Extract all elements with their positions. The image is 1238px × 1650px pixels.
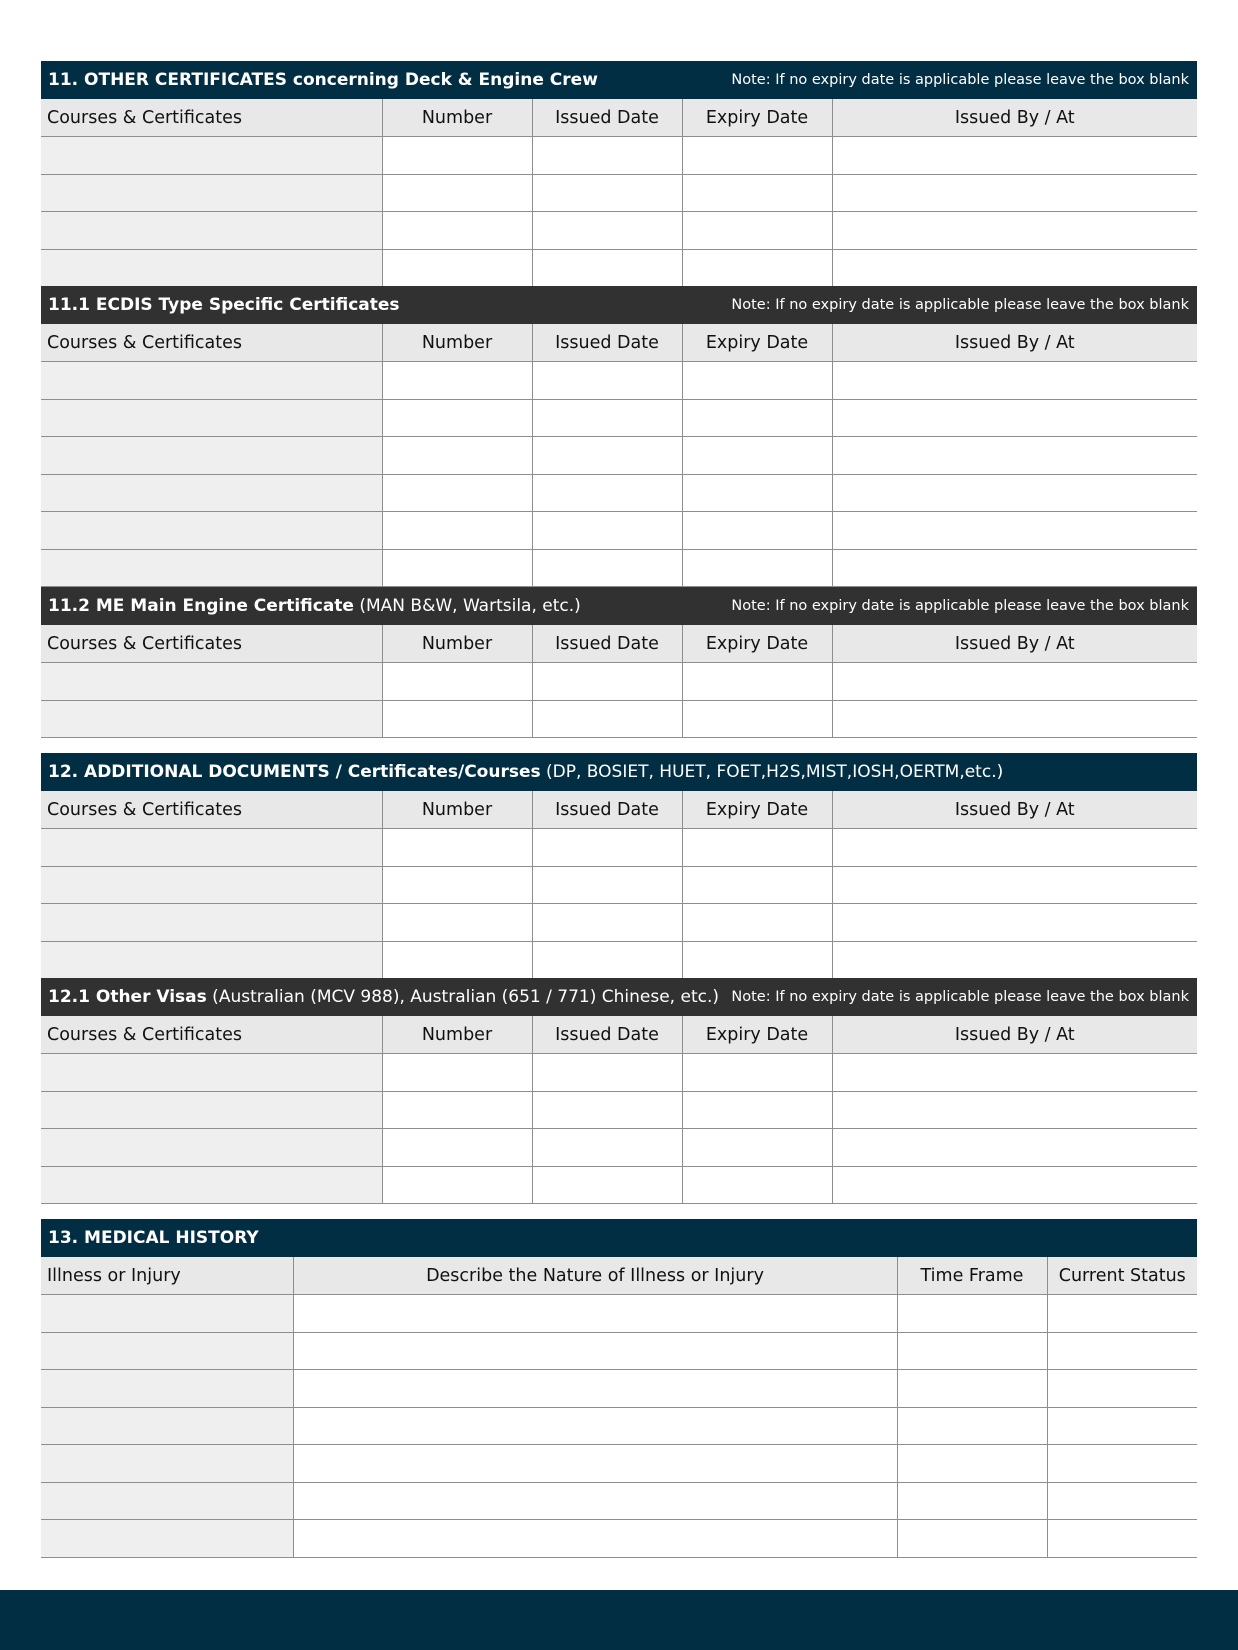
column-header: Expiry Date: [682, 791, 832, 829]
form-cell[interactable]: [293, 1482, 897, 1520]
form-cell[interactable]: [532, 700, 682, 738]
form-cell[interactable]: [532, 437, 682, 475]
section-other-visas: [41, 978, 1197, 1204]
form-cell[interactable]: [832, 904, 1197, 942]
table-row: [41, 1482, 1197, 1520]
form-cell[interactable]: [682, 1054, 832, 1092]
form-cell[interactable]: [1047, 1520, 1197, 1558]
form-cell[interactable]: [532, 137, 682, 175]
form-cell[interactable]: [293, 1520, 897, 1558]
form-cell[interactable]: [41, 474, 382, 512]
form-cell[interactable]: [532, 549, 682, 587]
table-row: [41, 1129, 1197, 1167]
form-cell[interactable]: [897, 1407, 1047, 1445]
form-cell[interactable]: [41, 1370, 293, 1408]
form-cell[interactable]: [382, 829, 532, 867]
form-cell[interactable]: [897, 1295, 1047, 1333]
table-row: [41, 1445, 1197, 1483]
form-cell[interactable]: [832, 866, 1197, 904]
form-cell[interactable]: [41, 1445, 293, 1483]
section-header: [41, 1219, 1197, 1257]
section-main-engine-certificate: [41, 587, 1197, 738]
form-cell[interactable]: [832, 829, 1197, 867]
section-title: 11. OTHER CERTIFICATES concerning Deck & Engine Crew: [48, 70, 598, 90]
table-row: [41, 212, 1197, 250]
form-cell[interactable]: [293, 1370, 897, 1408]
table-row: [41, 137, 1197, 175]
section-header: [41, 753, 1197, 791]
column-header: Number: [382, 625, 532, 663]
certificates-table: [41, 1016, 1197, 1204]
form-cell[interactable]: [382, 1129, 532, 1167]
section-other-certificates: [41, 61, 1197, 287]
certificates-table: [41, 99, 1197, 287]
form-cell[interactable]: [532, 1091, 682, 1129]
section-note: Note: If no expiry date is applicable please leave the box blank: [731, 72, 1189, 88]
table-row: [41, 549, 1197, 587]
form-cell[interactable]: [41, 174, 382, 212]
table-row: [41, 1091, 1197, 1129]
form-cell[interactable]: [382, 904, 532, 942]
table-row: [41, 174, 1197, 212]
form-cell[interactable]: [532, 941, 682, 979]
medical-history-table: [41, 1257, 1197, 1558]
form-cell[interactable]: [41, 829, 382, 867]
form-cell[interactable]: [41, 1054, 382, 1092]
form-cell[interactable]: [897, 1520, 1047, 1558]
table-row: [41, 1407, 1197, 1445]
form-cell[interactable]: [41, 1332, 293, 1370]
form-cell[interactable]: [382, 399, 532, 437]
column-header: Expiry Date: [682, 1016, 832, 1054]
form-cell[interactable]: [41, 904, 382, 942]
section-title: 13. MEDICAL HISTORY: [48, 1228, 259, 1248]
form-cell[interactable]: [682, 904, 832, 942]
form-cell[interactable]: [382, 1166, 532, 1204]
form-cell[interactable]: [682, 829, 832, 867]
form-cell[interactable]: [532, 399, 682, 437]
form-cell[interactable]: [682, 174, 832, 212]
column-header: Number: [382, 791, 532, 829]
section-note: Note: If no expiry date is applicable please leave the box blank: [731, 598, 1189, 614]
table-row: [41, 512, 1197, 550]
form-cell[interactable]: [41, 1482, 293, 1520]
table-row: [41, 1166, 1197, 1204]
form-cell[interactable]: [682, 437, 832, 475]
form-cell[interactable]: [832, 512, 1197, 550]
form-cell[interactable]: [832, 941, 1197, 979]
form-cell[interactable]: [532, 1129, 682, 1167]
form-cell[interactable]: [382, 474, 532, 512]
section-title: 12. ADDITIONAL DOCUMENTS / Certificates/Courses (DP, BOSIET, HUET, FOET,H2S,MIST,IOSH,OERTM,etc.): [48, 762, 1004, 782]
form-cell[interactable]: [41, 437, 382, 475]
form-cell[interactable]: [832, 549, 1197, 587]
form-cell[interactable]: [293, 1295, 897, 1333]
column-header: Issued Date: [532, 324, 682, 362]
form-cell[interactable]: [832, 700, 1197, 738]
table-row: [41, 663, 1197, 701]
form-cell[interactable]: [1047, 1407, 1197, 1445]
table-header-row: [41, 625, 1197, 663]
form-cell[interactable]: [532, 1054, 682, 1092]
section-title: 11.1 ECDIS Type Specific Certificates: [48, 295, 400, 315]
form-cell[interactable]: [832, 437, 1197, 475]
column-header: Describe the Nature of Illness or Injury: [293, 1257, 897, 1295]
table-row: [41, 399, 1197, 437]
form-cell[interactable]: [293, 1332, 897, 1370]
section-header: [41, 61, 1197, 99]
table-row: [41, 1520, 1197, 1558]
form-cell[interactable]: [41, 399, 382, 437]
form-cell[interactable]: [682, 474, 832, 512]
table-header-row: [41, 1016, 1197, 1054]
column-header: Courses & Certificates: [41, 99, 382, 137]
form-cell[interactable]: [532, 663, 682, 701]
form-cell[interactable]: [897, 1445, 1047, 1483]
form-cell[interactable]: [41, 1166, 382, 1204]
table-header-row: [41, 324, 1197, 362]
form-cell[interactable]: [41, 1295, 293, 1333]
form-cell[interactable]: [532, 474, 682, 512]
form-cell[interactable]: [832, 212, 1197, 250]
form-cell[interactable]: [382, 1091, 532, 1129]
form-cell[interactable]: [832, 399, 1197, 437]
table-header-row: [41, 791, 1197, 829]
form-cell[interactable]: [532, 249, 682, 287]
section-title: 12.1 Other Visas (Australian (MCV 988), Australian (651 / 771) Chinese, etc.): [48, 987, 719, 1007]
column-header: Courses & Certificates: [41, 324, 382, 362]
form-cell[interactable]: [832, 137, 1197, 175]
section-note: Note: If no expiry date is applicable please leave the box blank: [731, 297, 1189, 313]
table-row: [41, 362, 1197, 400]
form-cell[interactable]: [293, 1407, 897, 1445]
form-cell[interactable]: [682, 512, 832, 550]
form-cell[interactable]: [682, 212, 832, 250]
form-cell[interactable]: [382, 249, 532, 287]
form-cell[interactable]: [1047, 1295, 1197, 1333]
form-cell[interactable]: [682, 866, 832, 904]
column-header: Issued By / At: [832, 99, 1197, 137]
section-header: [41, 587, 1197, 625]
column-header: Issued Date: [532, 625, 682, 663]
form-cell[interactable]: [1047, 1482, 1197, 1520]
column-header: Issued By / At: [832, 625, 1197, 663]
form-cell[interactable]: [682, 700, 832, 738]
form-cell[interactable]: [682, 1166, 832, 1204]
form-cell[interactable]: [832, 663, 1197, 701]
form-cell[interactable]: [382, 437, 532, 475]
form-cell[interactable]: [1047, 1370, 1197, 1408]
form-cell[interactable]: [832, 362, 1197, 400]
table-row: [41, 437, 1197, 475]
form-cell[interactable]: [382, 137, 532, 175]
form-cell[interactable]: [682, 399, 832, 437]
form-cell[interactable]: [382, 866, 532, 904]
form-cell[interactable]: [41, 362, 382, 400]
column-header: Issued Date: [532, 99, 682, 137]
section-ecdis-certificates: [41, 286, 1197, 587]
form-cell[interactable]: [382, 700, 532, 738]
column-header: Illness or Injury: [41, 1257, 293, 1295]
form-cell[interactable]: [832, 249, 1197, 287]
form-cell[interactable]: [293, 1445, 897, 1483]
form-cell[interactable]: [682, 1129, 832, 1167]
table-row: [41, 1370, 1197, 1408]
column-header: Expiry Date: [682, 324, 832, 362]
form-cell[interactable]: [41, 700, 382, 738]
form-cell[interactable]: [682, 137, 832, 175]
form-cell[interactable]: [41, 866, 382, 904]
form-cell[interactable]: [41, 512, 382, 550]
form-cell[interactable]: [897, 1482, 1047, 1520]
form-cell[interactable]: [682, 941, 832, 979]
page-footer-bar: [0, 1590, 1238, 1650]
form-cell[interactable]: [382, 1054, 532, 1092]
form-cell[interactable]: [532, 512, 682, 550]
form-cell[interactable]: [682, 1091, 832, 1129]
table-row: [41, 1054, 1197, 1092]
section-note: Note: If no expiry date is applicable please leave the box blank: [731, 989, 1189, 1005]
section-additional-documents: [41, 753, 1197, 979]
section-header: [41, 286, 1197, 324]
column-header: Courses & Certificates: [41, 791, 382, 829]
column-header: Issued By / At: [832, 1016, 1197, 1054]
form-cell[interactable]: [897, 1370, 1047, 1408]
form-cell[interactable]: [682, 249, 832, 287]
form-cell[interactable]: [1047, 1445, 1197, 1483]
form-cell[interactable]: [382, 663, 532, 701]
form-cell[interactable]: [41, 212, 382, 250]
table-row: [41, 866, 1197, 904]
column-header: Issued Date: [532, 1016, 682, 1054]
form-cell[interactable]: [382, 512, 532, 550]
form-cell[interactable]: [382, 941, 532, 979]
form-cell[interactable]: [41, 1407, 293, 1445]
form-cell[interactable]: [41, 1129, 382, 1167]
column-header: Issued By / At: [832, 324, 1197, 362]
table-header-row: [41, 1257, 1197, 1295]
column-header: Expiry Date: [682, 625, 832, 663]
column-header: Current Status: [1047, 1257, 1197, 1295]
form-cell[interactable]: [832, 174, 1197, 212]
table-row: [41, 700, 1197, 738]
certificates-table: [41, 791, 1197, 979]
form-cell[interactable]: [532, 212, 682, 250]
table-row: [41, 1332, 1197, 1370]
table-row: [41, 829, 1197, 867]
table-row: [41, 249, 1197, 287]
form-cell[interactable]: [832, 1129, 1197, 1167]
column-header: Number: [382, 99, 532, 137]
form-cell[interactable]: [832, 1091, 1197, 1129]
form-cell[interactable]: [382, 549, 532, 587]
column-header: Courses & Certificates: [41, 625, 382, 663]
column-header: Courses & Certificates: [41, 1016, 382, 1054]
form-cell[interactable]: [382, 212, 532, 250]
form-cell[interactable]: [382, 362, 532, 400]
form-cell[interactable]: [532, 829, 682, 867]
section-header: [41, 978, 1197, 1016]
form-cell[interactable]: [532, 362, 682, 400]
table-row: [41, 1295, 1197, 1333]
table-row: [41, 904, 1197, 942]
column-header: Issued Date: [532, 791, 682, 829]
section-title: 11.2 ME Main Engine Certificate (MAN B&W, Wartsila, etc.): [48, 596, 581, 616]
form-cell[interactable]: [41, 249, 382, 287]
form-cell[interactable]: [682, 549, 832, 587]
form-cell[interactable]: [41, 1520, 293, 1558]
form-cell[interactable]: [532, 866, 682, 904]
column-header: Issued By / At: [832, 791, 1197, 829]
section-medical-history: [41, 1219, 1197, 1558]
form-cell[interactable]: [382, 174, 532, 212]
form-cell[interactable]: [1047, 1332, 1197, 1370]
table-row: [41, 941, 1197, 979]
certificates-table: [41, 324, 1197, 587]
form-cell[interactable]: [832, 474, 1197, 512]
form-cell[interactable]: [532, 1166, 682, 1204]
form-cell[interactable]: [41, 549, 382, 587]
column-header: Number: [382, 1016, 532, 1054]
column-header: Expiry Date: [682, 99, 832, 137]
form-cell[interactable]: [41, 1091, 382, 1129]
column-header: Time Frame: [897, 1257, 1047, 1295]
form-cell[interactable]: [682, 663, 832, 701]
form-cell[interactable]: [532, 904, 682, 942]
form-cell[interactable]: [832, 1054, 1197, 1092]
table-row: [41, 474, 1197, 512]
form-cell[interactable]: [41, 941, 382, 979]
table-header-row: [41, 99, 1197, 137]
form-cell[interactable]: [532, 174, 682, 212]
form-cell[interactable]: [41, 137, 382, 175]
column-header: Number: [382, 324, 532, 362]
certificates-table: [41, 625, 1197, 738]
form-cell[interactable]: [832, 1166, 1197, 1204]
form-cell[interactable]: [41, 663, 382, 701]
form-cell[interactable]: [897, 1332, 1047, 1370]
form-cell[interactable]: [682, 362, 832, 400]
